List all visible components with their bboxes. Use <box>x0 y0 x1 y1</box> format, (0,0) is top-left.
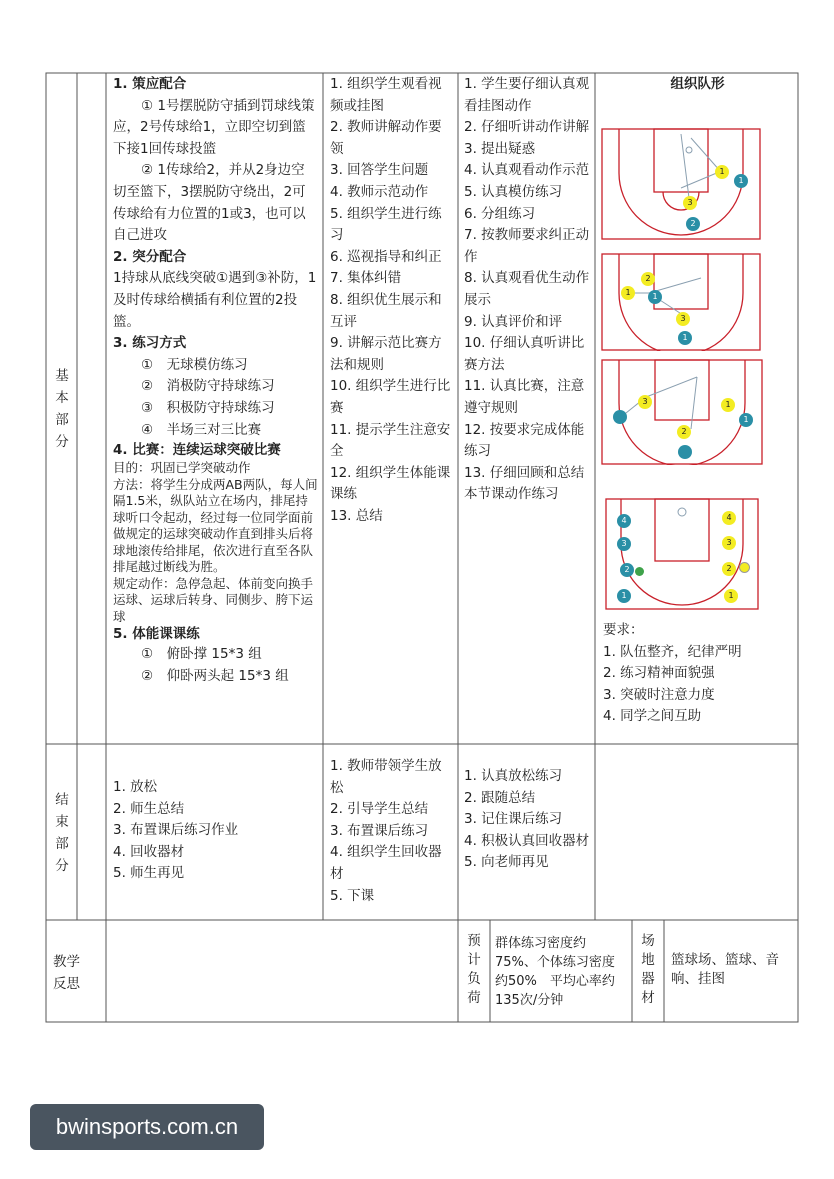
list-item: 4. 回收器材 <box>113 843 185 860</box>
list-item: ② 消极防守持球练习 <box>141 378 275 395</box>
player-marker: 1 <box>739 413 753 427</box>
list-item: 4. 组织学生回收器材 <box>330 844 442 882</box>
paragraph: 1持球从底线突破①遇到③补防，1及时传球给横插有利位置的2投篮。 <box>113 270 317 330</box>
venue-text: 篮球场、篮球、音响、挂图 <box>671 952 779 987</box>
paragraph: ① 1号摆脱防守插到罚球线策应，2号传球给1，立即空切到篮下接1回传球投篮 <box>113 97 315 157</box>
list-item: 2. 仔细听讲动作讲解 <box>464 119 590 136</box>
player-marker: 2 <box>620 563 634 577</box>
player-marker: 3 <box>722 536 736 550</box>
list-item: 7. 按教师要求纠正动作 <box>464 227 590 265</box>
player-marker: 3 <box>676 312 690 326</box>
list-item: 9. 讲解示范比赛方法和规则 <box>330 335 442 373</box>
player-marker: 3 <box>638 395 652 409</box>
player-marker: 1 <box>621 286 635 300</box>
section-title: 3. 练习方式 <box>113 335 187 352</box>
paragraph: ② 1传球给2，并从2身边空切至篮下，3摆脱防守绕出，2可传球给有力位置的1或3，也可以自己进攻 <box>113 162 306 244</box>
player-marker: 4 <box>617 514 631 528</box>
list-item: 2. 跟随总结 <box>464 789 536 806</box>
list-item: 12. 组织学生体能课课练 <box>330 464 451 503</box>
list-item: 8. 组织优生展示和互评 <box>330 291 442 330</box>
player-marker: 3 <box>683 196 697 210</box>
list-item: 12. 按要求完成体能练习 <box>464 421 585 460</box>
list-item: 4. 认真观看动作示范 <box>464 162 590 179</box>
list-item: 1. 组织学生观看视频或挂图 <box>330 76 442 114</box>
row-label-basic: 基 本 部 分 <box>55 368 69 450</box>
basic-content <box>113 74 318 687</box>
list-item: 1. 学生要仔细认真观看挂图动作 <box>464 76 590 114</box>
section-title: 5. 体能课课练 <box>113 626 200 643</box>
player-marker: 2 <box>686 217 700 231</box>
student-activities <box>464 74 590 506</box>
player-marker-unlabeled <box>613 410 627 424</box>
list-item: 2. 练习精神面貌强 <box>603 665 715 682</box>
list-item: 3. 布置课后练习 <box>330 822 429 839</box>
list-item: 1. 教师带领学生放松 <box>330 758 442 796</box>
list-item: 3. 布置课后练习作业 <box>113 822 239 839</box>
row-label-end: 结 束 部 分 <box>55 792 69 874</box>
formation-title: 组织队形 <box>670 76 725 92</box>
list-item: 10. 仔细认真听讲比赛方法 <box>464 335 585 373</box>
list-item: 6. 分组练习 <box>464 205 536 222</box>
list-item: 4. 积极认真回收器材 <box>464 832 590 849</box>
list-item: 3. 记住课后练习 <box>464 811 563 828</box>
list-item: ② 仰卧两头起 15*3 组 <box>141 667 289 684</box>
formation-requirements <box>603 620 793 728</box>
list-item: ① 无球模仿练习 <box>141 356 248 373</box>
list-item: 2. 引导学生总结 <box>330 801 429 818</box>
list-item: 3. 回答学生问题 <box>330 162 429 179</box>
player-marker: 1 <box>648 290 662 304</box>
player-marker: 2 <box>722 562 736 576</box>
list-item: 5. 组织学生进行练习 <box>330 205 442 244</box>
list-item: 8. 认真观看优生动作展示 <box>464 270 590 308</box>
watermark-badge: bwinsports.com.cn <box>30 1104 264 1150</box>
player-marker: 1 <box>724 589 738 603</box>
paragraph: 方法：将学生分成两AB两队，每人间隔1.5米，纵队站立在场内，排尾持球听口令起动，经过每一位同学面前做规定的运球突破动作直到排头后将球地滚传给排尾，依次进行直至各队排尾越过断线为胜。 <box>113 476 318 575</box>
player-marker: 2 <box>677 425 691 439</box>
list-item: 5. 下课 <box>330 887 375 904</box>
list-item: 1. 认真放松练习 <box>464 768 563 784</box>
list-item: 6. 巡视指导和纠正 <box>330 248 442 265</box>
ball-marker <box>635 567 644 576</box>
player-marker: 4 <box>722 511 736 525</box>
req-title: 要求： <box>603 622 644 638</box>
section-title: 2. 突分配合 <box>113 248 187 265</box>
list-item: 4. 教师示范动作 <box>330 183 429 200</box>
player-marker: 1 <box>715 165 729 179</box>
section-title: 1. 策应配合 <box>113 76 187 92</box>
list-item: 2. 师生总结 <box>113 800 185 817</box>
list-item: 1. 队伍整齐，纪律严明 <box>603 643 742 660</box>
player-marker: 1 <box>721 398 735 412</box>
list-item: 5. 向老师再见 <box>464 854 549 871</box>
player-marker: 2 <box>641 272 655 286</box>
player-marker: 1 <box>678 331 692 345</box>
load-text: 群体练习密度约75%、个体练习密度约50% 平均心率约135次/分钟 <box>495 936 615 1008</box>
load-label: 预 计 负 荷 <box>467 933 481 1006</box>
list-item: 9. 认真评价和评 <box>464 313 563 330</box>
paragraph: 规定动作：急停急起、体前变向换手运球、运球后转身、同侧步、胯下运球 <box>113 575 314 624</box>
list-item: 11. 认真比赛，注意遵守规则 <box>464 378 585 416</box>
list-item: ① 俯卧撑 15*3 组 <box>141 646 262 663</box>
player-marker: 1 <box>734 174 748 188</box>
list-item: ④ 半场三对三比赛 <box>141 421 262 438</box>
player-marker: 1 <box>617 589 631 603</box>
list-item: 4. 同学之间互助 <box>603 708 702 725</box>
teacher-end <box>330 756 452 907</box>
list-item: 5. 师生再见 <box>113 865 185 882</box>
paragraph: 目的：巩固已学突破动作 <box>113 460 251 476</box>
list-item: 3. 提出疑惑 <box>464 140 536 157</box>
list-item: 3. 突破时注意力度 <box>603 686 715 703</box>
teacher-activities <box>330 74 452 527</box>
student-end <box>464 766 590 874</box>
list-item: 11. 提示学生注意安全 <box>330 421 451 460</box>
list-item: 10. 组织学生进行比赛 <box>330 378 451 416</box>
list-item: 5. 认真模仿练习 <box>464 183 563 200</box>
list-item: 1. 放松 <box>113 779 158 795</box>
list-item: 13. 总结 <box>330 507 383 524</box>
row-label-reflect: 教学 反思 <box>53 954 80 992</box>
list-item: 13. 仔细回顾和总结本节课动作练习 <box>464 464 585 503</box>
venue-label: 场 地 器 材 <box>641 933 655 1006</box>
list-item: 2. 教师讲解动作要领 <box>330 119 442 157</box>
section-title: 4. 比赛：连续运球突破比赛 <box>113 442 281 459</box>
ball-marker <box>739 562 750 573</box>
player-marker-unlabeled <box>678 445 692 459</box>
end-content <box>113 777 318 885</box>
list-item: ③ 积极防守持球练习 <box>141 399 275 416</box>
list-item: 7. 集体纠错 <box>330 270 402 287</box>
player-marker: 3 <box>617 537 631 551</box>
